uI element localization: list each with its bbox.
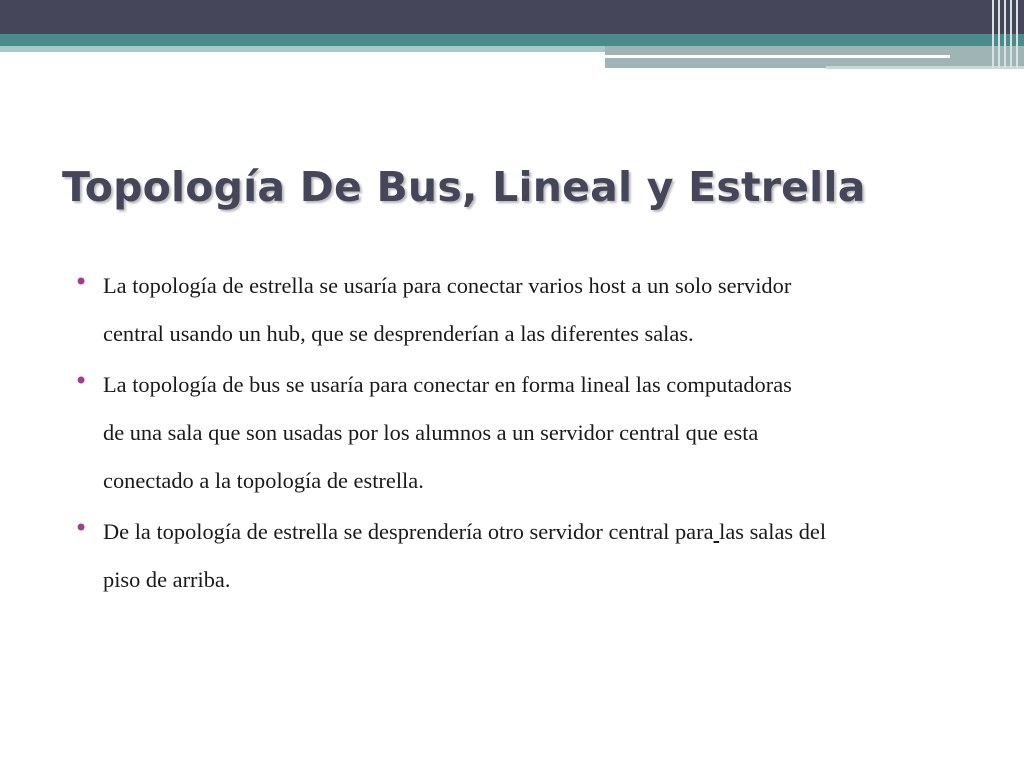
bullet-item — [74, 361, 974, 505]
header-right-line — [605, 55, 950, 58]
bullet-line: piso de arriba. — [103, 567, 231, 592]
bullet-line-part: las salas del — [719, 519, 827, 544]
bullet-line: conectado a la topología de estrella. — [103, 468, 424, 493]
bullet-line — [103, 508, 974, 556]
bullet-line: de una sala que son usadas por los alumnos a un servidor central que esta — [103, 420, 759, 445]
header-stripe — [1016, 0, 1018, 68]
bullet-item — [74, 508, 974, 604]
bullet-icon: • — [74, 268, 89, 296]
header-dark-bar — [0, 0, 1024, 34]
header-stripe — [992, 0, 994, 68]
bullet-item — [74, 262, 974, 358]
bullet-list — [74, 262, 974, 607]
bullet-line-part: De la topología de estrella se desprendería otro servidor central para — [103, 519, 714, 544]
header-stripe — [1004, 0, 1006, 68]
bullet-icon: • — [74, 514, 89, 542]
header-stripes — [990, 0, 1024, 68]
bullet-icon: • — [74, 367, 89, 395]
slide-title: Topología De Bus, Lineal y Estrella — [62, 163, 866, 211]
header-stripe — [1010, 0, 1012, 68]
header-stripe — [998, 0, 1000, 68]
bullet-line: central usando un hub, que se desprenderían a las diferentes salas. — [103, 321, 694, 346]
header-light-bar — [0, 46, 605, 52]
header-teal-bar — [0, 34, 1024, 46]
bullet-line: La topología de bus se usaría para conectar en forma lineal las computadoras — [103, 372, 792, 397]
bullet-line: La topología de estrella se usaría para conectar varios host a un solo servidor — [103, 273, 792, 298]
